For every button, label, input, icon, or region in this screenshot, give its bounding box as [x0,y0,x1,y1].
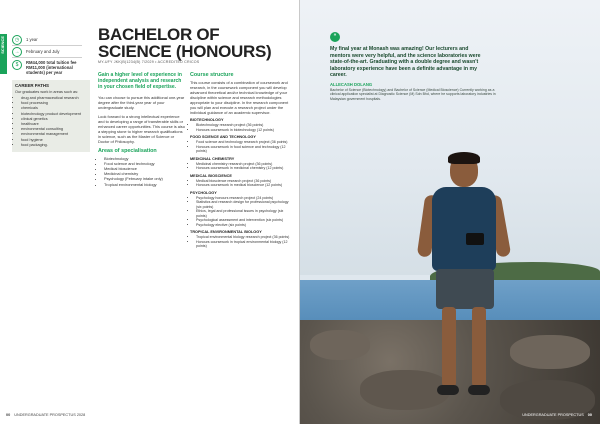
rock-image [310,330,370,360]
list-item: • biotechnology product development [21,112,87,117]
lead-paragraph: Gain a higher level of experience in independent analysis and research in your chosen field of expertise. [98,72,182,91]
group-tropical-biology: TROPICAL ENVIRONMENTAL BIOLOGY • Tropical environmental biology research project (36 points) • Honours coursework in tropical environmental biology (12 points) [190,230,290,249]
testimonial-quote: My final year at Monash was amazing! Our lecturers and mentors were very helpful, and the science laboratories were state-of-the-art. Graduating with a double degree and wasn't laboratory experience have been a definite advantage in my career. [330,46,481,79]
camera-icon [466,233,484,245]
specialisation-heading: Areas of specialisation [98,147,157,154]
career-paths-heading: CAREER PATHS [15,83,49,88]
course-facts [12,34,82,81]
list-item: • Psychological assessment and intervention (six points) [196,218,290,223]
calendar-icon: → [12,47,22,57]
intro-paragraph: You can choose to pursue this additional one-year degree after the third-year year of your undergraduate study. [98,94,185,110]
list-item: • Statistics and research design for professional psychology (six points) [196,200,290,209]
fee-fact: $ RM44,000 total tuition fee RM11,000 (international students) per year [12,58,82,81]
list-item: • Honours coursework in food science and technology (12 points) [196,145,290,154]
course-code: MY-UFY JKK(B)1234(B) 7/2029 • ACCREDITED CRICOS [98,60,200,64]
list-item: • Honours coursework in medicinal chemistry (12 points) [196,166,290,171]
quote-icon: “ [330,32,340,42]
intro-column [98,72,186,187]
list-item: • Psychology honours research project (24 points) [196,196,290,201]
list-item: • Biotechnology research project (36 points) [196,123,290,128]
intro-paragraph: Look forward to a strong intellectual experience and to developing a range of transferable skills or enhanced career opportunities. This course is also a stepping stone to higher research qualifications in science, such as the Master of Science or Doctor of Philosophy. [98,113,185,144]
list-item: • environmental management [21,132,87,137]
list-item: • chemicals [21,106,87,111]
career-paths-list [15,96,87,148]
list-item: • Honours coursework in medical bioscience (12 points) [196,183,290,188]
list-item: • Biotechnology [104,156,186,161]
right-page [300,0,600,424]
list-item: • Food science and technology [104,161,186,166]
list-item: • Food science and technology research project (36 points) [196,140,290,145]
dollar-icon: $ [12,60,22,70]
structure-intro: This course consists of a combination of coursework and research, in the coursework component you will develop advanced theoretical and/or technical knowledge of your discipline within science and research methodologies appropriate to your discipline. In the research component you will plan and execute a research project under the individual guidance of an academic supervisor. [190,80,289,115]
list-item: • Medicinal chemistry research project (36 points) [196,162,290,167]
specialisation-section [98,148,186,187]
student-photo [418,155,508,415]
clock-icon: ◷ [12,35,22,45]
side-tab: SCIENCE [0,34,7,74]
list-item: • Honours coursework in tropical environmental biology (12 points) [196,240,290,249]
list-item: • Honours coursework in biotechnology (12 points) [196,128,290,133]
list-item: • food packaging. [21,143,87,148]
page-number: 00 [6,413,11,417]
list-item: • environmental consulting [21,127,87,132]
list-item: • Medicinal chemistry [104,171,186,176]
career-paths-box [12,80,90,152]
testimonial-name: ALLECASH DOLANG [330,82,373,87]
list-item: • Tropical environmental biology [104,182,186,187]
rock-image [510,335,590,369]
list-item: • drug and pharmaceutical research [21,96,87,101]
structure-heading: Course structure [190,72,234,78]
list-item: • healthcare [21,122,87,127]
list-item: • Tropical environmental biology research project (36 points) [196,235,290,240]
group-biotechnology: BIOTECHNOLOGY • Biotechnology research project (36 points) • Honours coursework in biotechnology (12 points) [190,118,290,132]
list-item: • Medical bioscience research project (36 points) [196,179,290,184]
list-item: • Psychology (February intake only) [104,176,186,181]
list-item: • clinical genetics [21,117,87,122]
group-food-science: FOOD SCIENCE AND TECHNOLOGY • Food science and technology research project (36 points) • Honours coursework in food science and technology (12 points) [190,135,290,154]
group-medicinal-chemistry: MEDICINAL CHEMISTRY • Medicinal chemistry research project (36 points) • Honours coursework in medicinal chemistry (12 points) [190,157,290,171]
page-number: 00 [587,413,592,417]
list-item: • Medical bioscience [104,166,186,171]
list-item: • food processing [21,101,87,106]
page-title: BACHELOR OF SCIENCE (HONOURS) [98,25,272,61]
structure-column [190,72,290,249]
career-paths-intro: Our graduates work in areas such as: [15,90,79,94]
group-medical-bioscience: MEDICAL BIOSCIENCE • Medical bioscience research project (36 points) • Honours coursework in medical bioscience (12 points) [190,174,290,188]
page-footer: 00 UNDERGRADUATE PROSPECTUS 2028 [6,413,86,417]
intake-fact: → February and July [12,46,82,58]
duration-fact: ◷ 1 year [12,34,82,46]
testimonial-role: Bachelor of Science (Biotechnology) and Bachelor of Science (Medical Bioscience) Currently working as a clinical application specialist at Diagnostic Science (M) Sdn Bhd, where he supports laboratory industries in Malaysian government hospitals. [330,88,496,101]
page-footer: UNDERGRADUATE PROSPECTUS 00 [522,413,592,417]
group-psychology: PSYCHOLOGY • Psychology honours research project (24 points) • Statistics and research design for professional psychology (six points) • Ethics, legal and professional issues in psychology (six points) • Psychological assessment and intervention (six points) • Psychology elective (six points) [190,191,290,228]
list-item: • Psychology elective (six points) [196,223,290,228]
list-item: • food hygiene [21,138,87,143]
list-item: • Ethics, legal and professional issues in psychology (six points) [196,209,290,218]
